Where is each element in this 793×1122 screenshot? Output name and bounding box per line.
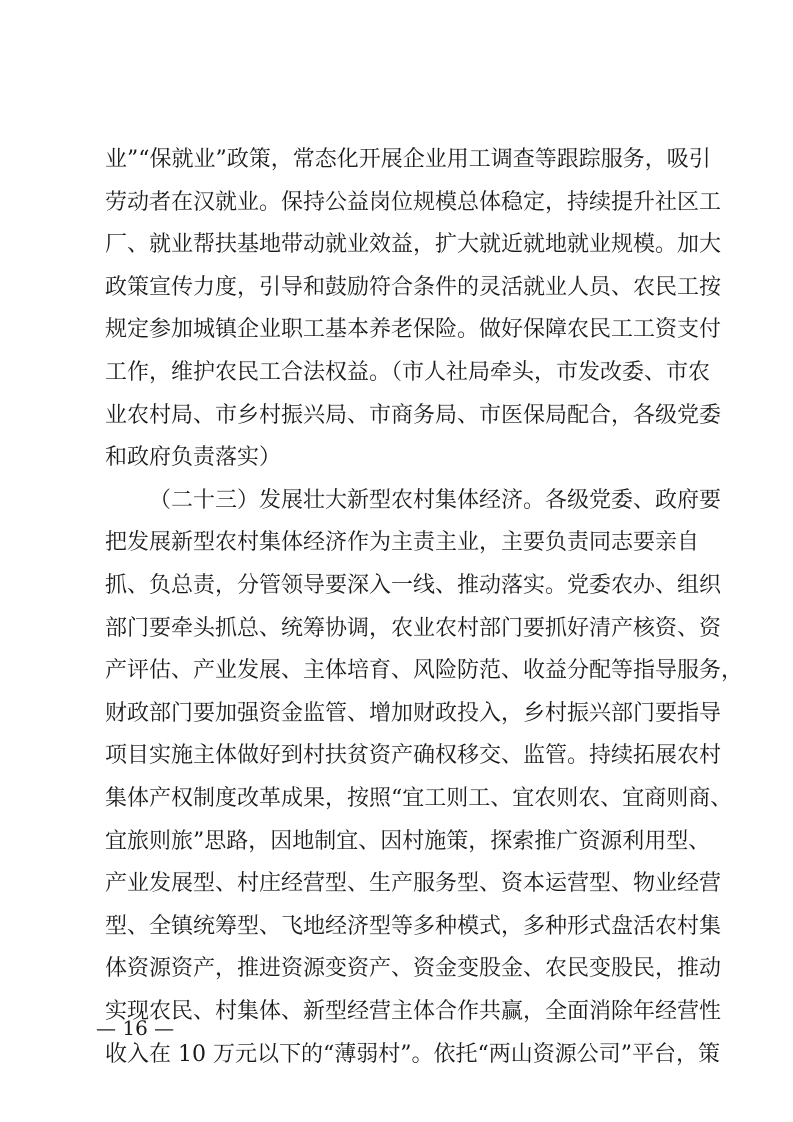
text-line: 集体产权制度改革成果，按照“宜工则工、宜农则农、宜商则商、 — [105, 786, 733, 811]
text-line: 财政部门要加强资金监管、增加财政投入，乡村振兴部门要指导 — [105, 700, 722, 726]
page-number: — 16 — — [96, 1016, 175, 1040]
paragraph-heading-line: （二十三）发展壮大新型农村集体经济。各级党委、政府要 — [149, 487, 722, 513]
text-line: 产评估、产业发展、主体培育、风险防范、收益分配等指导服务， — [105, 658, 744, 684]
text-line: 业农村局、市乡村振兴局、市商务局、市医保局配合，各级党委 — [105, 402, 722, 428]
text-line: 产业发展型、村庄经营型、生产服务型、资本运营型、物业经营 — [105, 871, 722, 897]
text-line: 劳动者在汉就业。保持公益岗位规模总体稳定，持续提升社区工 — [105, 189, 722, 215]
text-line: 实现农民、村集体、新型经营主体合作共赢，全面消除年经营性 — [105, 999, 722, 1024]
text-line: 和政府负责落实） — [105, 445, 282, 471]
text-line: 厂、就业帮扶基地带动就业效益，扩大就近就地就业规模。加大 — [105, 232, 722, 258]
text-line: 部门要牵头抓总、统筹协调，农业农村部门要抓好清产核资、资 — [105, 615, 722, 641]
text-line: 抓、负总责，分管领导要深入一线、推动落实。党委农办、组织 — [105, 573, 722, 598]
text-line: 规定参加城镇企业职工基本养老保险。做好保障农民工工资支付 — [105, 317, 722, 343]
text-line: 体资源资产，推进资源变资产、资金变股金、农民变股民，推动 — [105, 956, 722, 982]
text-line: 业”“保就业”政策，常态化开展企业用工调查等跟踪服务，吸引 — [105, 147, 711, 172]
text-line: 收入在 10 万元以下的“薄弱村”。依托“两山资源公司”平台，策 — [105, 1041, 720, 1067]
text-line: 项目实施主体做好到村扶贫资产确权移交、监管。持续拓展农村 — [105, 743, 722, 769]
text-line: 工作，维护农民工合法权益。（市人社局牵头，市发改委、市农 — [105, 360, 711, 385]
text-line: 宜旅则旅”思路，因地制宜、因村施策，探索推广资源利用型、 — [105, 828, 711, 854]
text-line: 把发展新型农村集体经济作为主责主业，主要负责同志要亲自 — [105, 530, 700, 556]
text-line: 政策宣传力度，引导和鼓励符合条件的灵活就业人员、农民工按 — [105, 274, 722, 300]
text-line: 型、全镇统筹型、飞地经济型等多种模式，多种形式盘活农村集 — [105, 913, 722, 939]
